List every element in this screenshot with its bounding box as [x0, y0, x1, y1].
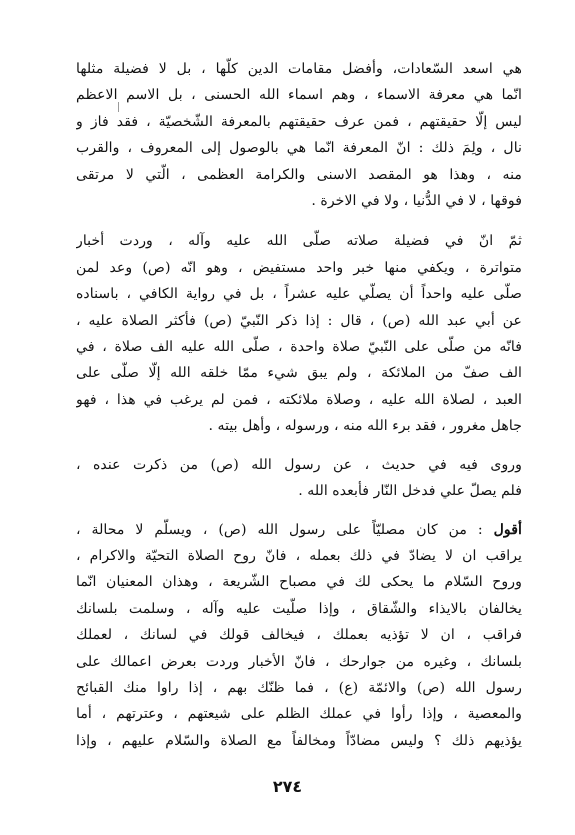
- paragraph-4-line-4: يخالفان بالايذاء والشّقاق ، وإذا صلّيت عليه وآله ، وسلمت بلسانك: [76, 600, 522, 617]
- paragraph-1-line-1: هي اسعد السّعادات، وأفضل مقامات الدين كلّها ، بل لا فضيلة مثلها: [76, 61, 522, 77]
- paragraph-3: [76, 452, 522, 505]
- paragraph-1-line-3: ليس إلّا حقيقتهم ، فمن عرف حقيقتهم بالمعرفة الشّخصيّة ، فقد فاز و: [76, 113, 522, 130]
- paragraph-2-line-4: عن أبي عبد الله (ص) ، قال : إذا ذكر النّبيّ (ص) فأكثر الصلاة عليه ،: [76, 312, 522, 329]
- paragraph-4-line-5: فراقب ، ان لا تؤذيه بعملك ، فيخالف قولك في لسانك ، لعملك: [76, 627, 522, 644]
- paragraph-2-line-5: فانّه من صلّى على النّبيّ صلاة واحدة ، صلّى الله عليه الف صلاة ، في: [76, 339, 522, 356]
- paragraph-4-line-9: يؤذيهم ذلك ؟ وليس مضادّاً ومخالفاً مع الصلاة والسّلام عليهم ، وإذا: [76, 732, 522, 749]
- paragraph-1-line-5: منه ، وهذا هو المقصد الاسنى والكرامة العظمى ، الّتي لا مرتقى: [76, 166, 522, 183]
- paragraph-4-lead-word: أقول: [493, 521, 522, 538]
- paragraph-1-line-6: فوقها ، لا في الدُّنيا ، ولا في الاخرة .: [311, 193, 522, 210]
- paragraph-1-line-2: انّما هي معرفة الاسماء ، وهم اسماء الله الحسنى ، بل الاسم الاعظم: [76, 87, 522, 104]
- page-number: ٢٧٤: [272, 777, 303, 796]
- paragraph-4-line-8: والمعصية ، وإذا رأوا في عملك الظلم على شيعتهم ، وعترتهم ، أما: [76, 706, 522, 723]
- paragraph-3-line-2: فلم يصلّ علي فدخل النّار فأبعده الله .: [298, 483, 522, 500]
- paragraph-2-line-8: جاهل مغرور ، فقد برء الله منه ، ورسوله ، وأهل بيته .: [208, 418, 522, 435]
- paragraph-2-line-2: متواترة ، ويكفي منها خبر واحد مستفيض ، وهو انّه (ص) وعد لمن: [76, 259, 522, 276]
- paragraph-4-line-7: رسول الله (ص) والائمّة (ع) ، فما ظنّك بهم ، إذا راوا منك القبائح: [76, 679, 522, 696]
- paragraph-2-line-3: صلّى عليه واحداً أن يصلّي عليه عشراً ، بل في رواية الكافي ، باسناده: [76, 286, 522, 303]
- paragraph-2: [76, 228, 522, 439]
- paragraph-1: [76, 56, 522, 214]
- paragraph-3-line-1: وروى فيه في حديث ، عن رسول الله (ص) من ذكرت عنده ،: [76, 456, 522, 473]
- paragraph-4-line-1: [76, 517, 522, 543]
- paragraph-4: [76, 517, 522, 755]
- paragraph-1-line-4: نال ، ولِمَ ذلك : انّ المعرفة انّما هي بالوصول إلى المعروف ، والقرب: [76, 140, 522, 157]
- paragraph-2-line-6: الف صفّ من الملائكة ، ولم يبق شيء ممّا خلقه الله إلّا صلّى على: [76, 365, 522, 382]
- paragraph-4-line-3: وروح السّلام ما يحكى لك في مصباح الشّريعة ، وهذان المعنيان انّما: [76, 574, 522, 591]
- paragraph-4-line-1-text: : من كان مصليّاً على رسول الله (ص) ، ويسلّم لا محالة ،: [76, 521, 483, 538]
- book-page: [76, 56, 522, 754]
- paragraph-4-line-2: يراقب ان لا يضادّ في ذلك بعمله ، فانّ روح الصلاة التحيّة والاكرام ،: [76, 547, 522, 564]
- paragraph-2-line-1: ثمّ انّ في فضيلة صلاته صلّى الله عليه وآله ، وردت أخبار: [76, 233, 522, 250]
- paragraph-2-line-7: العبد ، لصلاة الله عليه ، وصلاة ملائكته ، فمن لم يرغب في هذا ، فهو: [76, 391, 522, 408]
- paragraph-4-line-6: بلسانك ، وغيره من جوارحك ، فانّ الأخبار وردت بعرض اعمالك على: [76, 653, 522, 670]
